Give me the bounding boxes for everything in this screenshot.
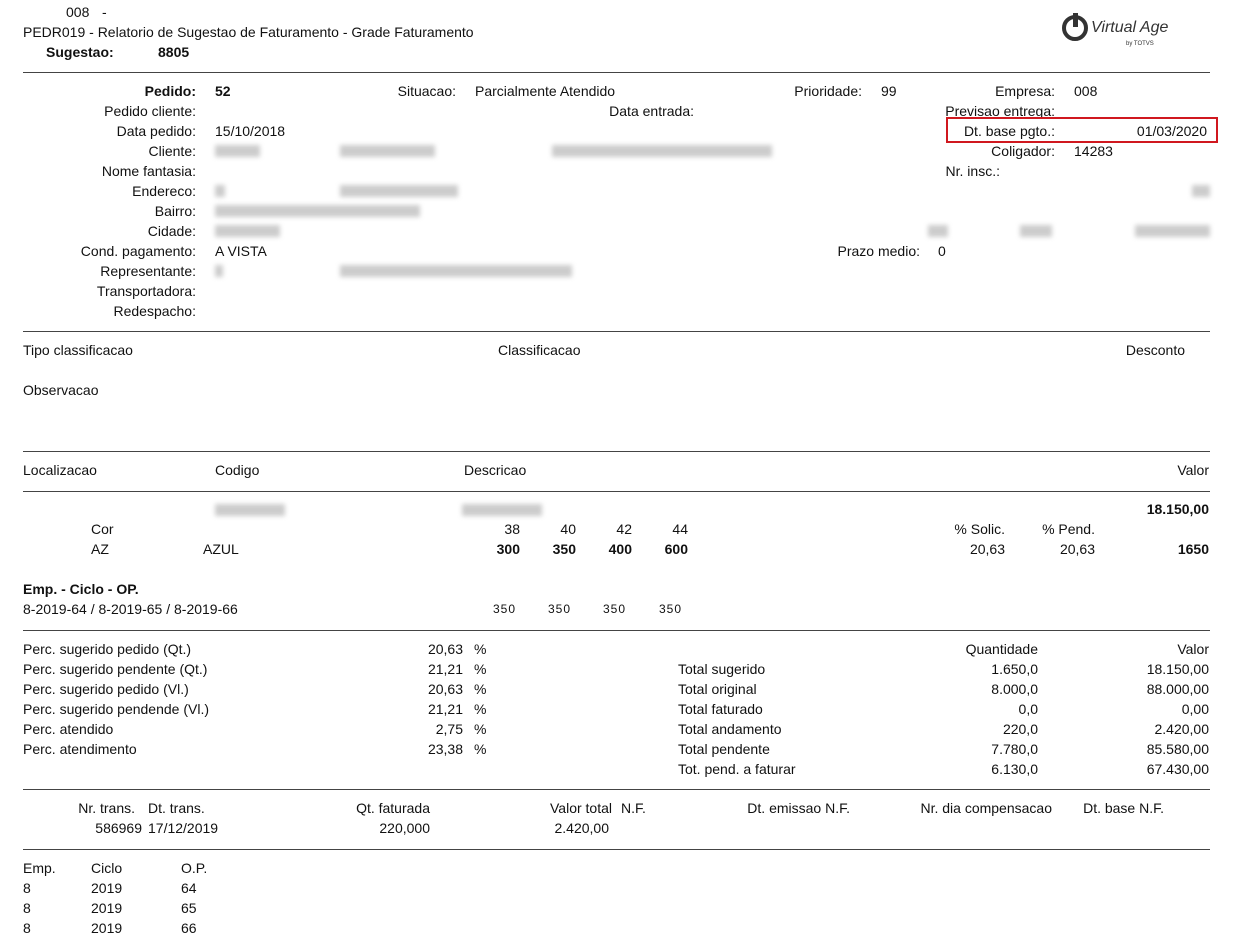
- small-qty: 350: [659, 602, 683, 616]
- percent-value: 20,63: [427, 641, 463, 657]
- prioridade-value: 99: [881, 83, 897, 99]
- previsao-label: Previsao entrega:: [945, 103, 1055, 119]
- pedido-value: 52: [215, 83, 231, 99]
- solic-value: 20,63: [969, 541, 1005, 557]
- percent-unit: %: [474, 701, 487, 717]
- col-codigo: Codigo: [215, 462, 260, 478]
- redacted: [462, 504, 542, 516]
- percent-unit: %: [474, 681, 487, 697]
- percent-label: Perc. atendimento: [23, 741, 137, 757]
- cond-pag-value: A VISTA: [215, 243, 267, 259]
- redacted: [1135, 225, 1210, 237]
- qty-40: 350: [552, 541, 576, 557]
- qty-38: 300: [496, 541, 520, 557]
- redacted: [215, 145, 260, 157]
- nr-dia-label: Nr. dia compensacao: [920, 800, 1052, 816]
- logo-icon: [1062, 12, 1088, 42]
- total-label: Total faturado: [678, 701, 763, 717]
- percent-label: Perc. sugerido pedido (Qt.): [23, 641, 192, 657]
- divider: [23, 630, 1210, 631]
- divider: [23, 451, 1210, 452]
- size-42: 42: [616, 521, 632, 537]
- header-dash: -: [102, 4, 107, 20]
- total-label: Total andamento: [678, 721, 782, 737]
- divider: [23, 789, 1210, 790]
- redacted: [340, 265, 572, 277]
- logo-text: Virtual Age: [1091, 19, 1169, 36]
- op-ciclo: 2019: [91, 900, 123, 916]
- redacted: [215, 504, 285, 516]
- data-pedido-value: 15/10/2018: [215, 123, 286, 139]
- qt-faturada-value: 220,000: [379, 820, 430, 836]
- total-qty: 1.650,0: [991, 661, 1038, 677]
- dt-emissao-label: Dt. emissao N.F.: [747, 800, 850, 816]
- total-label: Total sugerido: [678, 661, 766, 677]
- dt-trans-value: 17/12/2019: [148, 820, 219, 836]
- cor-name: AZUL: [203, 541, 239, 557]
- divider: [23, 72, 1210, 73]
- tipo-classificacao-label: Tipo classificacao: [23, 342, 133, 358]
- pend-label: % Pend.: [1042, 521, 1095, 537]
- redacted: [928, 225, 948, 237]
- percent-value: 21,21: [427, 701, 463, 717]
- nf-label: N.F.: [621, 800, 646, 816]
- total-value: 67.430,00: [1146, 761, 1209, 777]
- empresa-label: Empresa:: [995, 83, 1055, 99]
- cor-label: Cor: [91, 521, 114, 537]
- qt-faturada-label: Qt. faturada: [356, 800, 430, 816]
- total-value: 18.150,00: [1146, 661, 1209, 677]
- prazo-label: Prazo medio:: [837, 243, 920, 259]
- endereco-label: Endereco:: [132, 183, 196, 199]
- total-qty: 7.780,0: [991, 741, 1038, 757]
- redacted: [340, 185, 458, 197]
- small-qty: 350: [493, 602, 517, 616]
- situacao-value: Parcialmente Atendido: [475, 83, 616, 99]
- size-44: 44: [672, 521, 688, 537]
- situacao-label: Situacao:: [397, 83, 456, 99]
- total-qty: 8.000,0: [991, 681, 1038, 697]
- dt-base-nf-label: Dt. base N.F.: [1083, 800, 1164, 816]
- pedido-cliente-label: Pedido cliente:: [104, 103, 196, 119]
- percent-value: 20,63: [427, 681, 463, 697]
- redacted: [1020, 225, 1052, 237]
- dt-base-value: 01/03/2020: [1136, 123, 1207, 139]
- valor-total-value: 2.420,00: [554, 820, 609, 836]
- divider: [23, 849, 1210, 850]
- op-emp: 8: [23, 900, 31, 916]
- percent-value: 23,38: [427, 741, 463, 757]
- col-localizacao: Localizacao: [23, 462, 97, 478]
- small-qty: 350: [548, 602, 572, 616]
- redacted: [552, 145, 772, 157]
- coligador-label: Coligador:: [991, 143, 1055, 159]
- total-value: 85.580,00: [1146, 741, 1209, 757]
- nr-insc-label: Nr. insc.:: [945, 163, 1000, 179]
- sugestao-label: Sugestao:: [46, 44, 114, 60]
- divider: [23, 331, 1210, 332]
- size-40: 40: [560, 521, 576, 537]
- ops-emp-label: Emp.: [23, 860, 56, 876]
- op-emp: 8: [23, 920, 31, 936]
- op-number: 65: [181, 900, 197, 916]
- total-qty: 1650: [1177, 541, 1209, 557]
- redespacho-label: Redespacho:: [113, 303, 196, 319]
- observacao-label: Observacao: [23, 382, 99, 398]
- coligador-value: 14283: [1074, 143, 1113, 159]
- col-valor: Valor: [1177, 462, 1209, 478]
- virtual-age-logo: [1062, 12, 1182, 56]
- logo-sub: by TOTVS: [1126, 41, 1154, 47]
- total-qty: 0,0: [1018, 701, 1038, 717]
- redacted: [215, 265, 223, 277]
- total-value: 0,00: [1181, 701, 1209, 717]
- redacted: [215, 185, 225, 197]
- cliente-label: Cliente:: [148, 143, 196, 159]
- size-38: 38: [504, 521, 520, 537]
- percent-unit: %: [474, 741, 487, 757]
- valor-total-label: Valor total: [550, 800, 612, 816]
- redacted: [1192, 185, 1210, 197]
- total-value: 2.420,00: [1154, 721, 1209, 737]
- sugestao-value: 8805: [158, 44, 190, 60]
- col-descricao: Descricao: [464, 462, 527, 478]
- nome-fantasia-label: Nome fantasia:: [101, 163, 196, 179]
- percent-unit: %: [474, 721, 487, 737]
- emp-ciclo-value: 8-2019-64 / 8-2019-65 / 8-2019-66: [23, 601, 238, 617]
- total-label: Total original: [678, 681, 757, 697]
- percent-unit: %: [474, 661, 487, 677]
- prioridade-label: Prioridade:: [794, 83, 862, 99]
- total-qty: 220,0: [1002, 721, 1038, 737]
- data-entrada-label: Data entrada:: [609, 103, 694, 119]
- percent-label: Perc. sugerido pendende (Vl.): [23, 701, 209, 717]
- ops-op-label: O.P.: [181, 860, 208, 876]
- nr-trans-label: Nr. trans.: [78, 800, 135, 816]
- solic-label: % Solic.: [954, 521, 1005, 537]
- total-label: Tot. pend. a faturar: [678, 761, 796, 777]
- percent-unit: %: [474, 641, 487, 657]
- redacted: [215, 205, 420, 217]
- op-emp: 8: [23, 880, 31, 896]
- percent-label: Perc. atendido: [23, 721, 114, 737]
- ops-ciclo-label: Ciclo: [91, 860, 123, 876]
- total-value: 88.000,00: [1146, 681, 1209, 697]
- percent-label: Perc. sugerido pendente (Qt.): [23, 661, 208, 677]
- op-number: 64: [181, 880, 197, 896]
- pend-value: 20,63: [1059, 541, 1095, 557]
- cidade-label: Cidade:: [147, 223, 196, 239]
- redacted: [340, 145, 435, 157]
- total-label: Total pendente: [678, 741, 770, 757]
- qty-44: 600: [664, 541, 688, 557]
- small-qty: 350: [603, 602, 627, 616]
- emp-ciclo-label: Emp. - Ciclo - OP.: [23, 581, 139, 597]
- desconto-label: Desconto: [1125, 342, 1185, 358]
- empresa-value: 008: [1074, 83, 1098, 99]
- pedido-label: Pedido:: [144, 83, 196, 99]
- empresa-code: 008: [66, 4, 90, 20]
- redacted: [215, 225, 280, 237]
- percent-value: 21,21: [427, 661, 463, 677]
- totals-valor-header: Valor: [1177, 641, 1209, 657]
- classificacao-label: Classificacao: [498, 342, 581, 358]
- op-number: 66: [181, 920, 197, 936]
- qty-42: 400: [608, 541, 632, 557]
- dt-trans-label: Dt. trans.: [148, 800, 205, 816]
- representante-label: Representante:: [100, 263, 196, 279]
- bairro-label: Bairro:: [154, 203, 196, 219]
- data-pedido-label: Data pedido:: [116, 123, 196, 139]
- item-valor: 18.150,00: [1146, 501, 1209, 517]
- op-ciclo: 2019: [91, 920, 123, 936]
- cor-code: AZ: [91, 541, 109, 557]
- report-title: PEDR019 - Relatorio de Sugestao de Faturamento - Grade Faturamento: [23, 24, 474, 40]
- op-ciclo: 2019: [91, 880, 123, 896]
- divider: [23, 491, 1210, 492]
- cond-pag-label: Cond. pagamento:: [80, 243, 196, 259]
- nr-trans-value: 586969: [95, 820, 142, 836]
- total-qty: 6.130,0: [991, 761, 1038, 777]
- percent-value: 2,75: [435, 721, 463, 737]
- dt-base-label: Dt. base pgto.:: [963, 123, 1055, 139]
- totals-quantidade-header: Quantidade: [965, 641, 1038, 657]
- prazo-value: 0: [938, 243, 946, 259]
- percent-label: Perc. sugerido pedido (Vl.): [23, 681, 189, 697]
- transportadora-label: Transportadora:: [96, 283, 196, 299]
